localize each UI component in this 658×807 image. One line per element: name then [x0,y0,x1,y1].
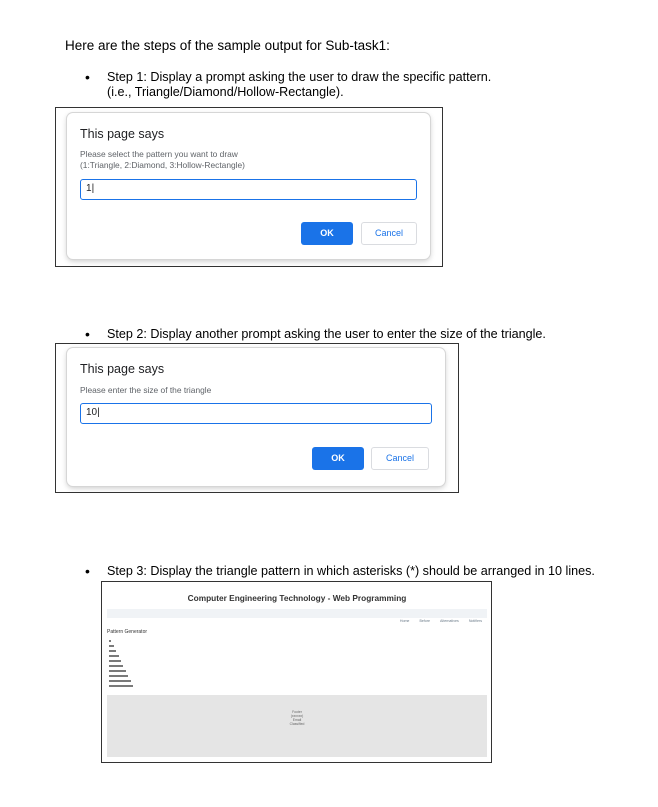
prompt-dialog-1 [67,113,430,259]
dialog-1-message [80,149,245,171]
pattern-input-value: 1 [86,183,92,194]
triangle-pattern [109,640,139,692]
footer-line: Email [292,718,302,722]
asterisk-row [109,650,116,652]
asterisk-row [109,675,128,677]
asterisk-row [109,655,119,657]
step-1-line1: Step 1: Display a prompt asking the user to draw the specific pattern. [107,70,492,84]
ok-button[interactable]: OK [301,222,353,245]
step-1 [85,69,492,100]
asterisk-row [109,645,114,647]
nav-item[interactable]: Alternatives [440,619,459,623]
ok-button[interactable]: OK [312,447,364,470]
prompt-dialog-2 [67,348,445,486]
asterisk-row [109,685,133,687]
nav-item[interactable]: Home [399,619,410,623]
asterisk-row [109,670,126,672]
pattern-input[interactable] [80,179,417,200]
step-1-line2: (i.e., Triangle/Diamond/Hollow-Rectangle). [107,85,344,99]
site-title: Computer Engineering Technology - Web Programming [187,593,407,603]
footer-line: Footer [292,710,302,714]
step-2-line1: Step 2: Display another prompt asking the user to enter the size of the triangle. [107,327,546,341]
dialog-2-message: Please enter the size of the triangle [80,385,212,395]
dialog-2-title: This page says [80,362,165,376]
bullet-icon: • [85,69,90,85]
text-cursor: | [91,183,95,194]
size-input-value: 10 [86,407,98,418]
asterisk-row [109,640,111,642]
size-input[interactable] [80,403,432,424]
doc-heading: Here are the steps of the sample output for Sub-task1: [65,38,390,53]
webpage-preview [107,587,487,757]
bullet-icon: • [85,326,90,342]
step-3 [85,563,595,579]
asterisk-row [109,660,121,662]
footer-line: Classified [289,722,305,726]
dialog-1-message-line1: Please select the pattern you want to draw [80,149,238,159]
dialog-1-title: This page says [80,127,165,141]
step-2 [85,326,546,342]
dialog-1-message-line2: (1:Triangle, 2:Diamond, 3:Hollow-Rectangle) [80,160,245,170]
pattern-label: Pattern Generator [107,629,148,635]
footer-line: (xxxxxx) [290,714,304,718]
step-3-line1: Step 3: Display the triangle pattern in which asterisks (*) should be arranged in 10 lines. [107,564,595,578]
bullet-icon: • [85,563,90,579]
site-footer [107,695,487,757]
cancel-button[interactable]: Cancel [371,447,429,470]
cancel-button[interactable]: Cancel [361,222,417,245]
asterisk-row [109,665,123,667]
footer-text [107,710,487,726]
nav-bar [107,609,487,623]
nav-item[interactable]: Before [419,619,431,623]
asterisk-row [109,680,131,682]
text-cursor: | [97,407,100,418]
nav-item[interactable]: Notifiers [468,619,482,623]
